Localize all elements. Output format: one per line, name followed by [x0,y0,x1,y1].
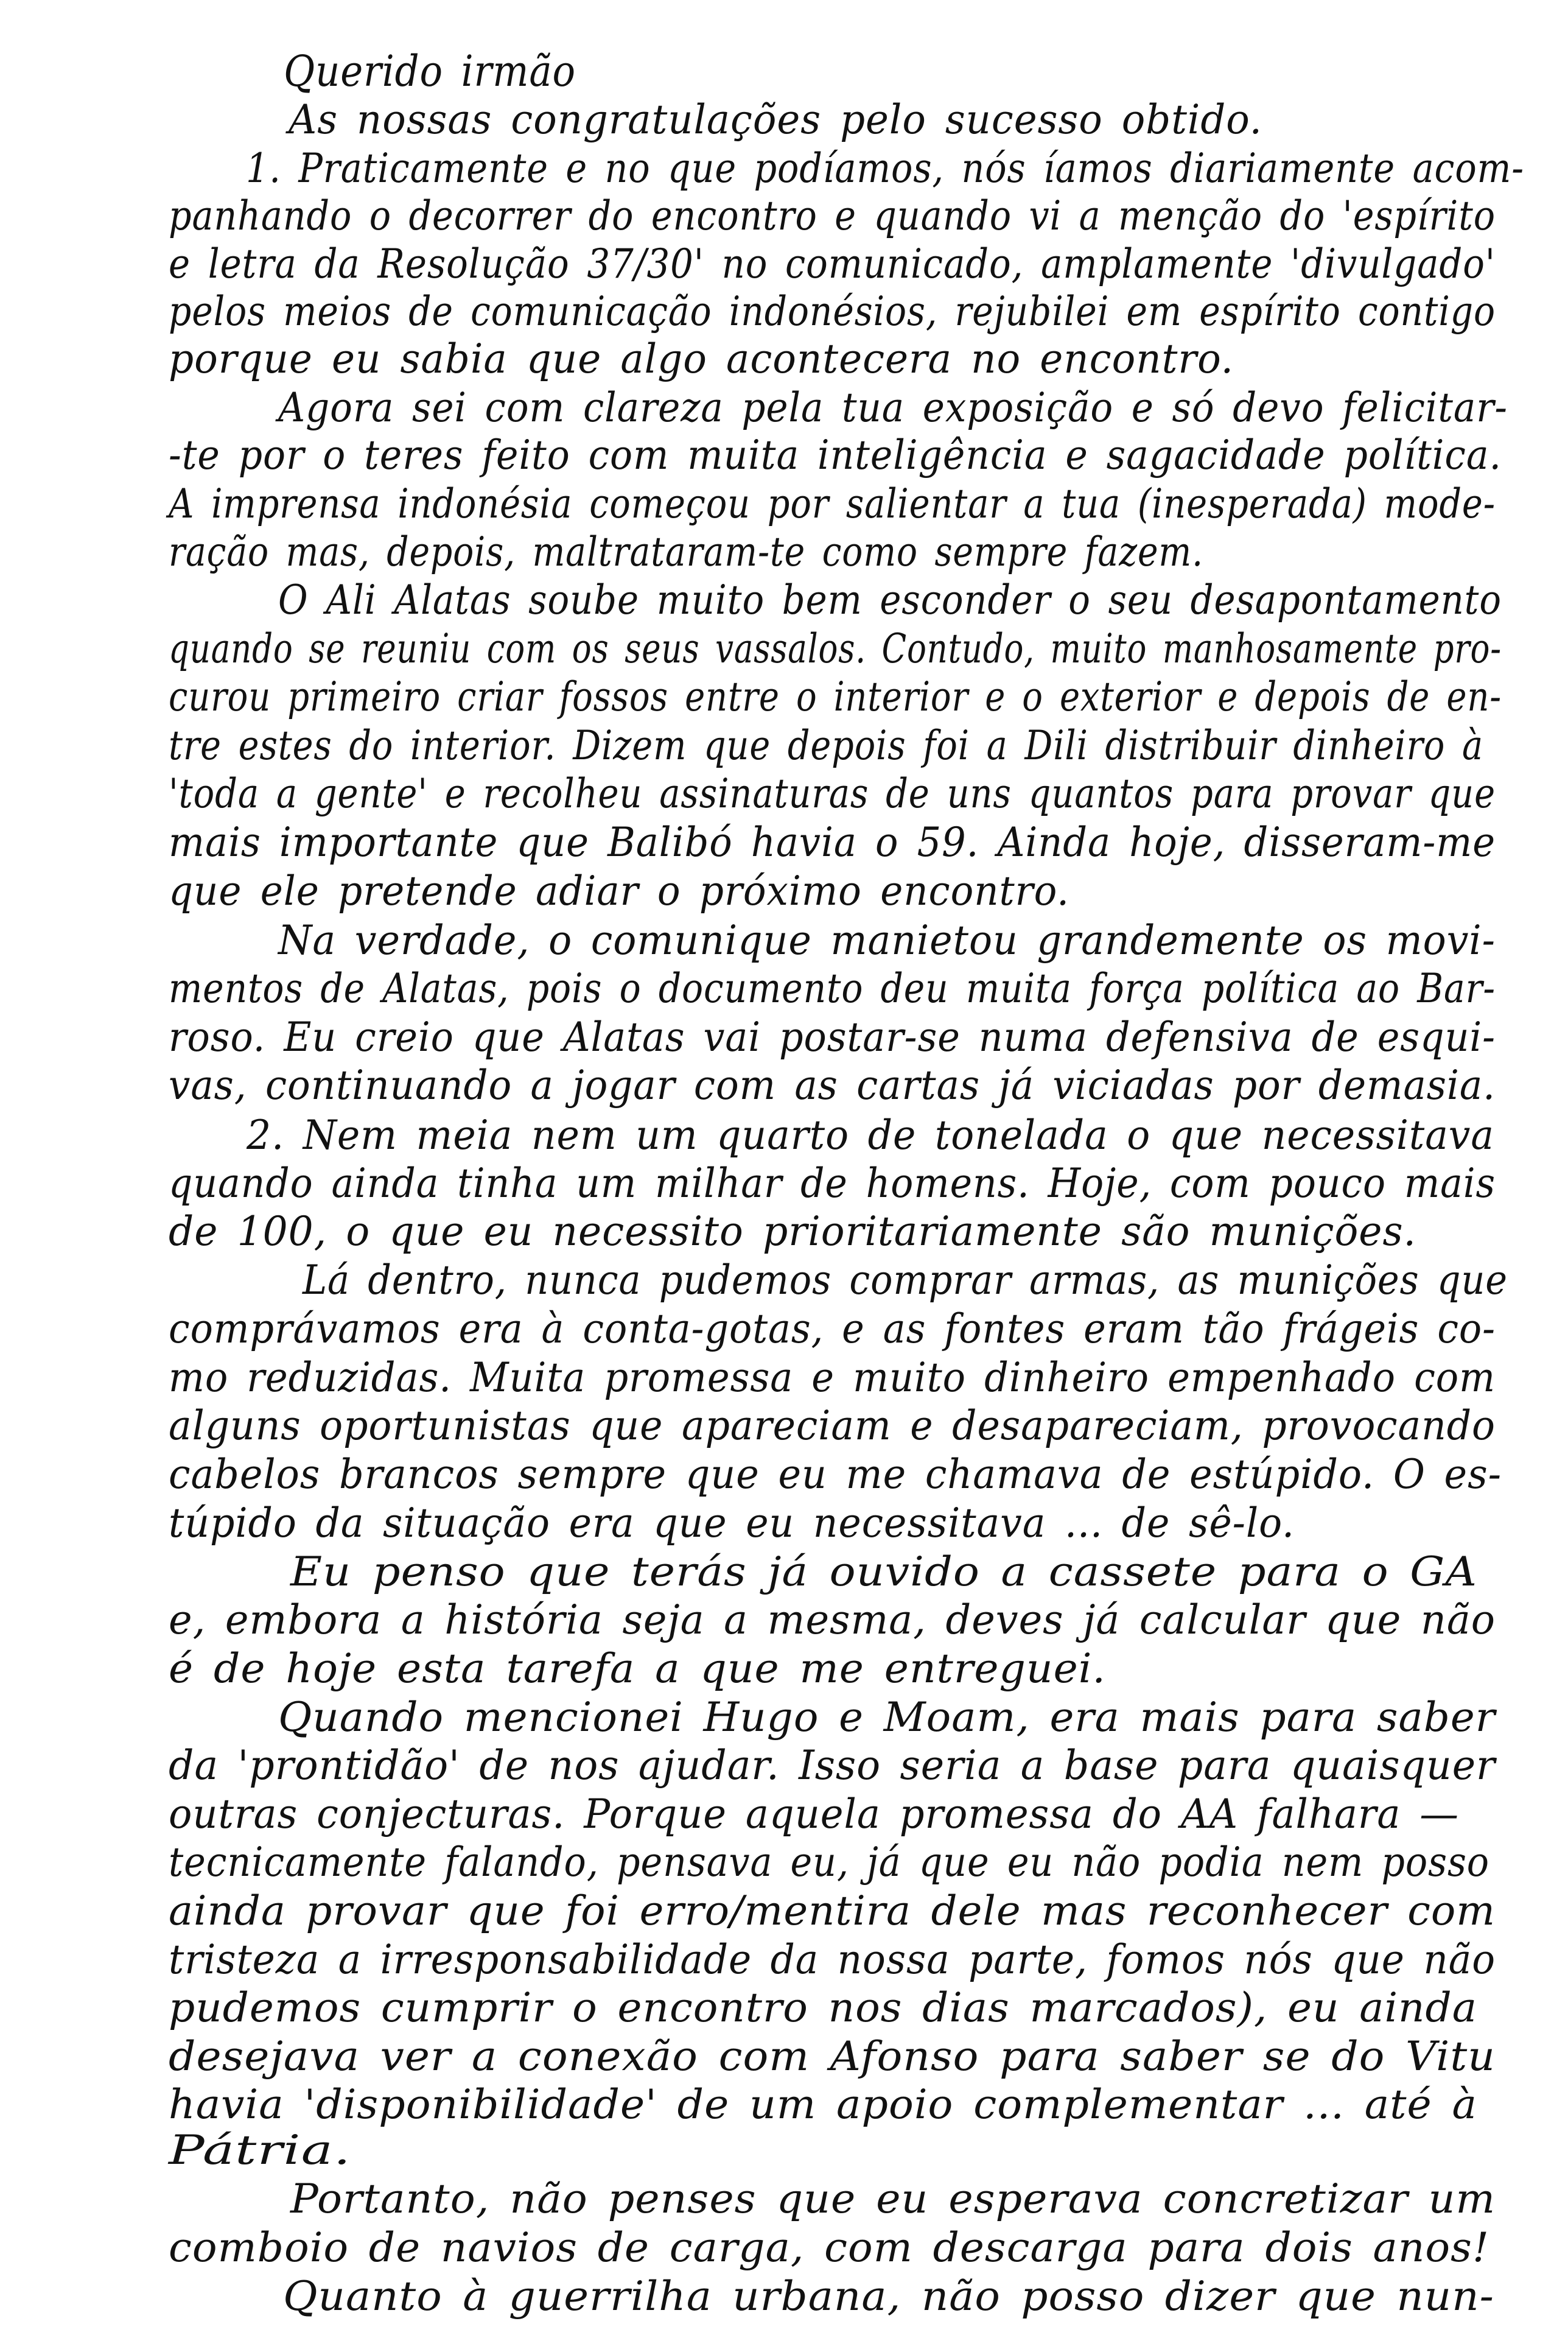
letter-line-1: As nossas congratulações pelo sucesso obtido. [289,96,1262,143]
letter-line-41: desejava ver a conexão com Afonso para saber se do Vitu [169,2033,1496,2080]
letter-line-29: cabelos brancos sempre que eu me chamava de estúpido. O es- [169,1451,1502,1498]
letter-line-34: Quando mencionei Hugo e Moam, era mais para saber [278,1694,1496,1741]
letter-line-31: Eu penso que terás já ouvido a cassete para o GA [290,1548,1477,1595]
letter-line-42: havia 'disponibilidade' de um apoio complementar ... até à [169,2081,1477,2128]
letter-line-7: Agora sei com clareza pela tua exposição e só devo felicitar- [278,384,1508,431]
letter-line-23: quando ainda tinha um milhar de homens. Hoje, com pouco mais [169,1160,1496,1207]
letter-line-22: 2. Nem meia nem um quarto de tonelada o que necessitava [247,1112,1494,1159]
letter-line-39: tristeza a irresponsabilidade da nossa parte, fomos nós que não [169,1936,1496,1983]
letter-line-16: mais importante que Balibó havia o 59. Ainda hoje, disseram-me [169,819,1496,866]
letter-line-2: 1. Praticamente e no que podíamos, nós íamos diariamente acom- [246,145,1524,192]
letter-line-37: tecnicamente falando, pensava eu, já que eu não podia nem posso [169,1839,1489,1886]
letter-line-46: Quanto à guerrilha urbana, não posso dizer que nun- [283,2273,1494,2320]
letter-line-25: Lá dentro, nunca pudemos comprar armas, as munições que [303,1257,1508,1304]
letter-line-19: mentos de Alatas, pois o documento deu muita força política ao Bar- [169,965,1496,1012]
letter-line-17: que ele pretende adiar o próximo encontro. [169,868,1069,914]
letter-line-11: O Ali Alatas soube muito bem esconder o seu desapontamento [278,577,1502,623]
letter-line-26: comprávamos era à conta-gotas, e as fontes eram tão frágeis co- [169,1305,1496,1352]
letter-line-24: de 100, o que eu necessito prioritariamente são munições. [169,1208,1416,1255]
letter-line-40: pudemos cumprir o encontro nos dias marcados), eu ainda [169,1984,1477,2031]
letter-line-6: porque eu sabia que algo acontecera no encontro. [169,335,1234,382]
letter-line-12: quando se reuniu com os seus vassalos. Contudo, muito manhosamente pro- [169,625,1502,672]
letter-line-45: comboio de navios de carga, com descarga para dois anos! [169,2224,1489,2271]
letter-line-8: -te por o teres feito com muita inteligência e sagacidade política. [169,432,1502,479]
letter-line-20: roso. Eu creio que Alatas vai postar-se numa defensiva de esqui- [169,1014,1496,1061]
letter-line-33: é de hoje esta tarefa a que me entreguei. [169,1645,1106,1692]
letter-line-28: alguns oportunistas que apareciam e desapareciam, provocando [169,1402,1496,1449]
letter-line-32: e, embora a história seja a mesma, deves já calcular que não [169,1596,1496,1643]
letter-line-35: da 'prontidão' de nos ajudar. Isso seria a base para quaisquer [169,1742,1496,1789]
letter-line-18: Na verdade, o comunique manietou grandemente os movi- [278,917,1496,964]
letter-line-9: A imprensa indonésia começou por salientar a tua (inesperada) mode- [169,480,1496,527]
letter-greeting: Querido irmão [284,46,576,96]
letter-line-38: ainda provar que foi erro/mentira dele mas reconhecer com [169,1887,1496,1934]
letter-line-27: mo reduzidas. Muita promessa e muito dinheiro empenhado com [169,1354,1496,1401]
letter-line-21: vas, continuando a jogar com as cartas já viciadas por demasia. [169,1062,1496,1109]
letter-line-43: Pátria. [169,2127,351,2174]
letter-line-15: 'toda a gente' e recolheu assinaturas de uns quantos para provar que [169,770,1496,817]
letter-line-36: outras conjecturas. Porque aquela promessa do AA falhara — [169,1791,1459,1838]
letter-line-44: Portanto, não penses que eu esperava concretizar um [290,2175,1496,2222]
letter-line-10: ração mas, depois, maltrataram-te como sempre fazem. [169,528,1203,575]
letter-line-13: curou primeiro criar fossos entre o interior e o exterior e depois de en- [169,673,1502,720]
letter-line-30: túpido da situação era que eu necessitava ... de sê-lo. [169,1500,1295,1546]
letter-line-14: tre estes do interior. Dizem que depois foi a Dili distribuir dinheiro à [169,722,1483,769]
letter-line-5: pelos meios de comunicação indonésios, rejubilei em espírito contigo [169,288,1496,335]
letter-line-4: e letra da Resolução 37/30' no comunicado, amplamente 'divulgado' [169,240,1496,287]
letter-line-3: panhando o decorrer do encontro e quando vi a menção do 'espírito [169,192,1496,239]
